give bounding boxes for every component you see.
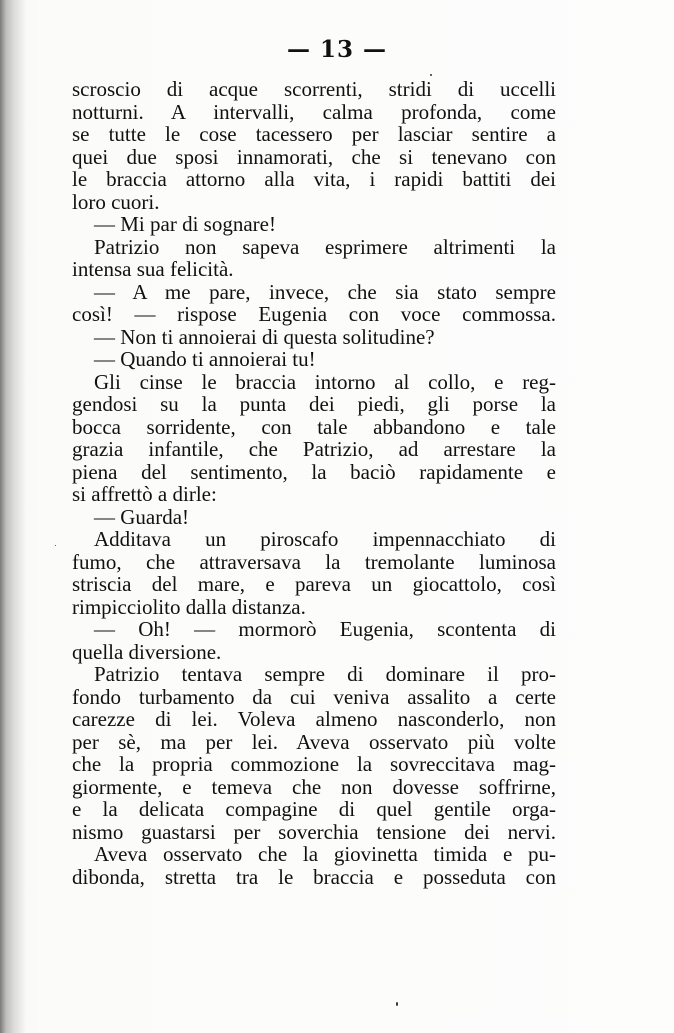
text-line: notturni. A intervalli, calma profonda, come <box>72 99 556 124</box>
text-line: rimpicciolito dalla distanza. <box>72 594 306 619</box>
text-line: bocca sorridente, con tale abbandono e tale <box>72 414 556 439</box>
text-line: quei due sposi innamorati, che si tenevano con <box>72 144 556 169</box>
text-line: striscia del mare, e pareva un giocattolo, così <box>72 572 556 596</box>
text-line: loro cuori. <box>72 189 160 214</box>
text-line: quella diversione. <box>72 639 222 664</box>
text-line: Patrizio tentava sempre di dominare il pro- <box>94 662 556 686</box>
text-line: intensa sua felicità. <box>72 257 234 281</box>
text-line: grazia infantile, che Patrizio, ad arrestare la <box>72 437 556 461</box>
text-line: — Mi par di sognare! <box>94 212 276 236</box>
text-line: fumo, che attraversava la tremolante luminosa <box>72 549 556 574</box>
text-line: gendosi su la punta dei piedi, gli porse la <box>72 392 556 416</box>
text-line: così! — rispose Eugenia con voce commossa. <box>72 302 556 326</box>
text-line: giormente, e temeva che non dovesse soffrirne, <box>72 774 556 799</box>
text-line: e la delicata compagine di quel gentile orga- <box>72 797 556 821</box>
text-line: Additava un piroscafo impennacchiato di <box>94 527 556 551</box>
text-line: Patrizio non sapeva esprimere altrimenti la <box>94 234 556 259</box>
page-number: — 13 — <box>286 36 388 63</box>
text-line: — Guarda! <box>94 504 190 529</box>
text-line: — Quando ti annoierai tu! <box>94 347 316 371</box>
text-line: se tutte le cose tacessero per lasciar sentire a <box>72 122 556 146</box>
page-spine-shadow <box>0 0 26 1033</box>
body-text <box>72 78 556 888</box>
text-line: carezze di lei. Voleva almeno nasconderlo, non <box>72 707 556 731</box>
text-line: per sè, ma per lei. Aveva osservato più volte <box>72 729 556 754</box>
text-line: piena del sentimento, la baciò rapidamente e <box>72 459 556 484</box>
text-line: Gli cinse le braccia intorno al collo, e reg- <box>94 369 556 394</box>
text-line: che la propria commozione la sovreccitava mag- <box>72 752 556 776</box>
text-line: Aveva osservato che la giovinetta timida e pu- <box>94 842 556 866</box>
text-line: nismo guastarsi per soverchia tensione dei nervi. <box>72 819 556 844</box>
text-line: scroscio di acque scorrenti, stridi di uccelli <box>72 77 556 101</box>
text-line: fondo turbamento da cui veniva assalito a certe <box>72 684 556 709</box>
text-line: — Non ti annoierai di questa solitudine? <box>94 324 435 349</box>
text-line: — Oh! — mormorò Eugenia, scontenta di <box>94 617 556 641</box>
text-line: le braccia attorno alla vita, i rapidi battiti dei <box>72 167 556 191</box>
text-line: si affrettò a dirle: <box>72 482 217 506</box>
text-line: — A me pare, invece, che sia stato sempre <box>94 279 556 304</box>
text-line: dibonda, stretta tra le braccia e posseduta con <box>72 864 556 889</box>
